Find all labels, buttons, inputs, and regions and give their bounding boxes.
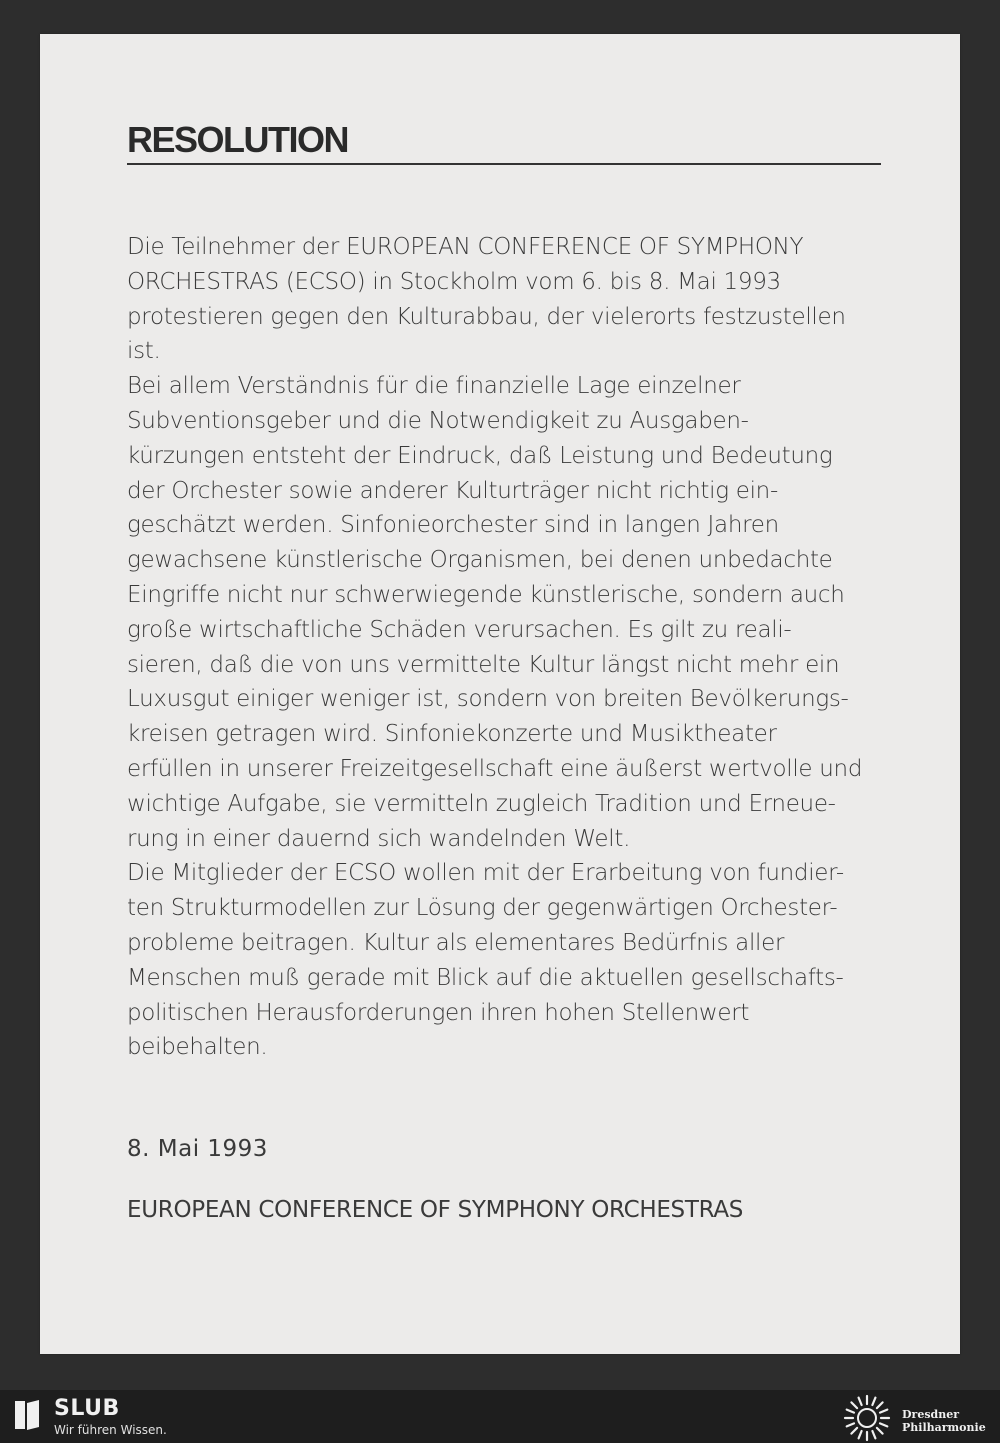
footer-bar: [0, 1390, 1000, 1443]
document-title: RESOLUTION: [127, 119, 349, 160]
body-line: ten Strukturmodellen zur Lösung der gegenwärtigen Orchester-: [127, 895, 838, 922]
body-line: Die Teilnehmer der EUROPEAN CONFERENCE OF SYMPHONY: [127, 234, 804, 260]
body-line: große wirtschaftliche Schäden verursachen. Es gilt zu reali-: [127, 616, 792, 643]
philharmonie-logo-text[interactable]: [902, 1408, 986, 1434]
body-line: sieren, daß die von uns vermittelte Kultur längst nicht mehr ein: [127, 651, 840, 678]
title-underline: [127, 163, 881, 165]
body-line: ist.: [127, 338, 161, 365]
body-line: Die Mitglieder der ECSO wollen mit der Erarbeitung von fundier-: [127, 860, 844, 887]
body-line: beibehalten.: [127, 1034, 268, 1061]
resolution-body: [127, 230, 887, 1065]
body-line: Bei allem Verständnis für die finanzielle Lage einzelner: [127, 373, 741, 400]
body-line: Menschen muß gerade mit Blick auf die aktuellen gesellschafts-: [127, 964, 844, 991]
document-page: [40, 34, 960, 1354]
slub-logo-text[interactable]: SLUB: [54, 1396, 120, 1421]
body-line: kreisen getragen wird. Sinfoniekonzerte und Musiktheater: [127, 721, 777, 748]
body-line: kürzungen entsteht der Eindruck, daß Leistung und Bedeutung: [127, 442, 833, 469]
slub-tagline: Wir führen Wissen.: [54, 1423, 167, 1437]
slub-book-icon: [14, 1400, 40, 1430]
body-line: gewachsene künstlerische Organismen, bei denen unbedachte: [127, 547, 833, 574]
philharmonie-line2: Philharmonie: [902, 1421, 986, 1434]
body-line: Subventionsgeber und die Notwendigkeit zu Ausgaben-: [127, 407, 749, 434]
body-line: rung in einer dauernd sich wandelnden Welt.: [127, 825, 631, 852]
body-line: Eingriffe nicht nur schwerwiegende künstlerische, sondern auch: [127, 581, 845, 608]
body-line: wichtige Aufgabe, sie vermitteln zugleich Tradition und Erneue-: [127, 790, 836, 817]
body-line: erfüllen in unserer Freizeitgesellschaft eine äußerst wertvolle und: [127, 755, 863, 782]
philharmonie-line1: Dresdner: [902, 1408, 960, 1421]
body-line: politischen Herausforderungen ihren hohen Stellenwert: [127, 999, 750, 1026]
body-line: geschätzt werden. Sinfonieorchester sind in langen Jahren: [127, 512, 779, 539]
body-line: der Orchester sowie anderer Kulturträger nicht richtig ein-: [127, 477, 778, 504]
resolution-date: 8. Mai 1993: [127, 1136, 268, 1162]
body-line: protestieren gegen den Kulturabbau, der vielerorts festzustellen: [127, 303, 846, 330]
philharmonie-sunburst-icon: [842, 1393, 892, 1443]
body-line: probleme beitragen. Kultur als elementares Bedürfnis aller: [127, 929, 785, 956]
signatory-organization: EUROPEAN CONFERENCE OF SYMPHONY ORCHESTRAS: [127, 1197, 744, 1223]
body-line: Luxusgut einiger weniger ist, sondern von breiten Bevölkerungs-: [127, 686, 849, 713]
body-line: ORCHESTRAS (ECSO) in Stockholm vom 6. bis 8. Mai 1993: [127, 268, 781, 295]
